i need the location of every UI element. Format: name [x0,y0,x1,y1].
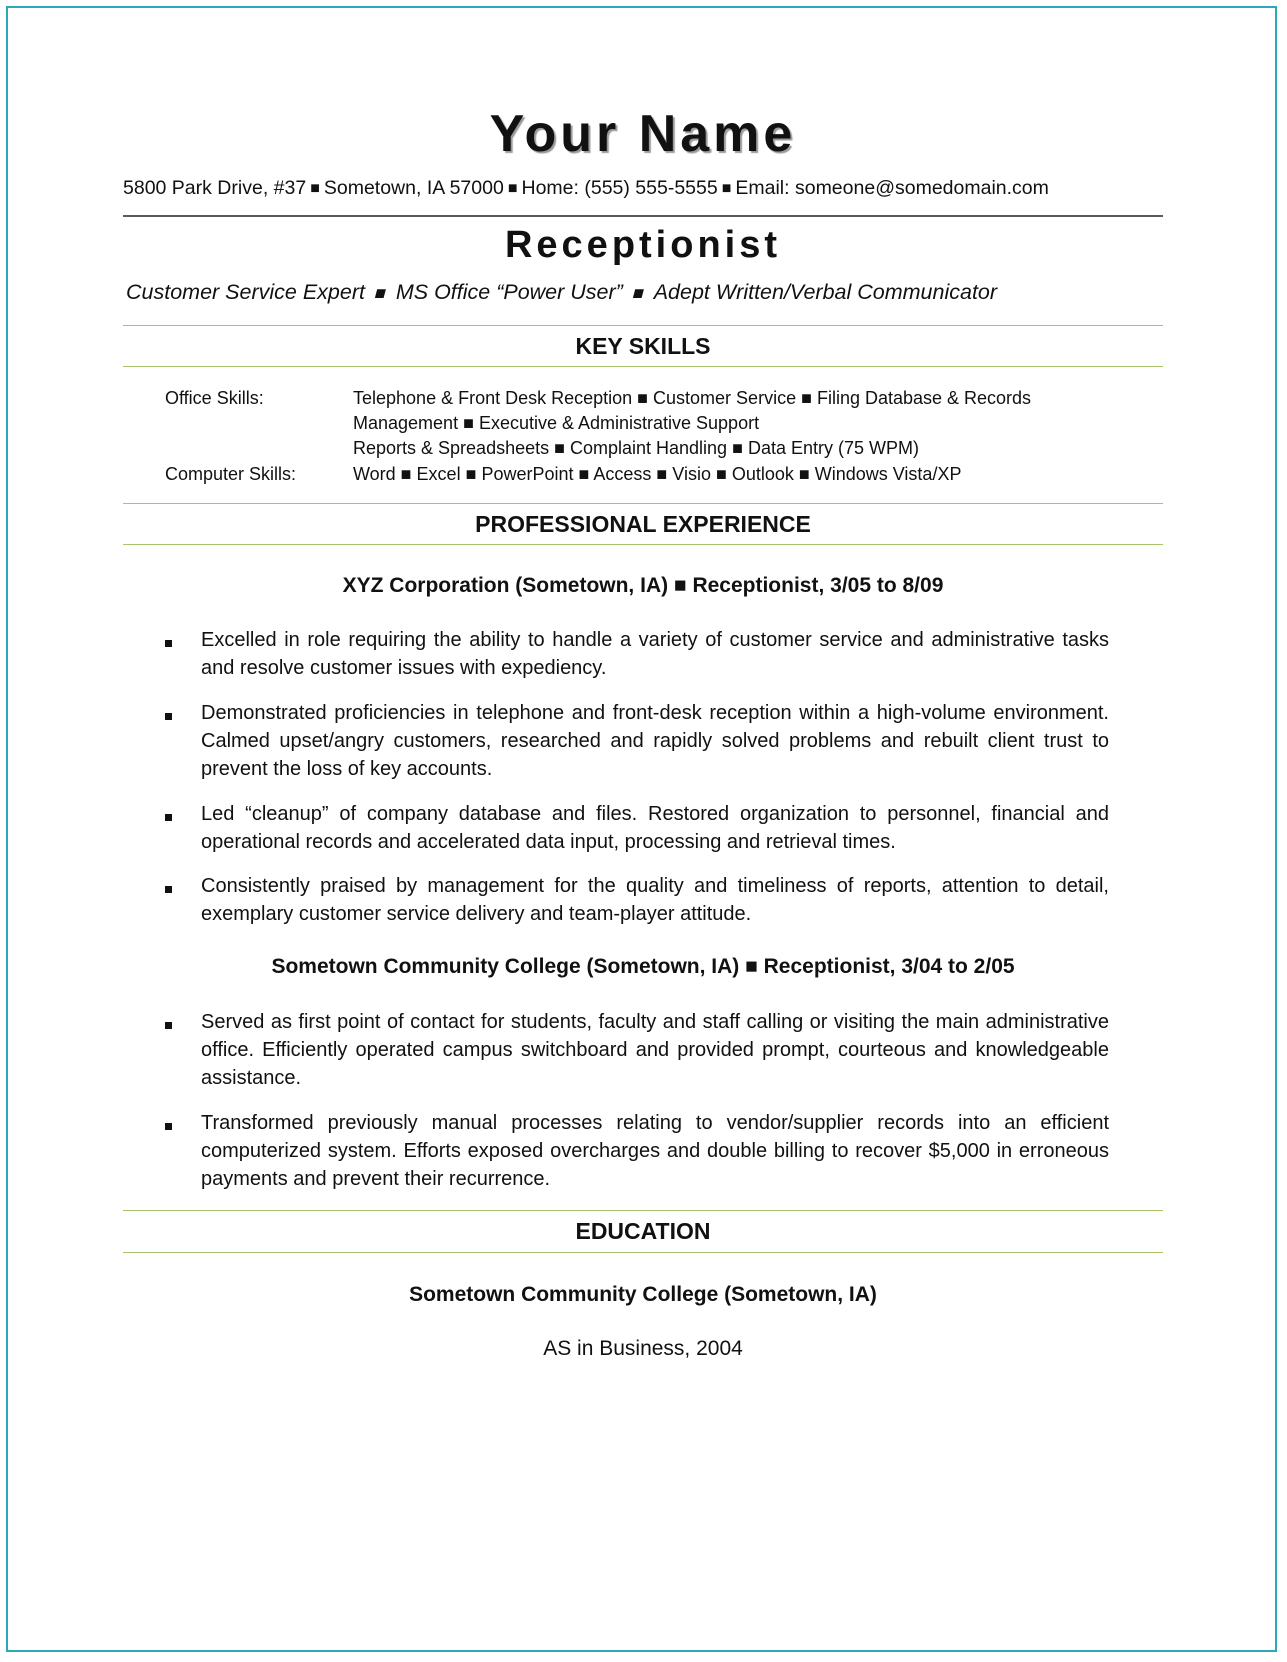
separator-square: ■ [507,180,518,197]
office-skills-label: Office Skills: [165,388,264,408]
tagline-item: MS Office “Power User” [395,280,623,304]
section-rule [123,503,1163,504]
header-rule [123,215,1163,217]
bullet-square [165,814,172,821]
separator-square: ■ [310,180,320,197]
office-skills-line: Reports & Spreadsheets ■ Complaint Handling ■ Data Entry (75 WPM) [353,438,919,458]
contact-line [123,177,1163,200]
contact-city: Sometown, IA 57000 [323,177,504,199]
tagline-item: Customer Service Expert [126,280,365,304]
key-skills-heading: KEY SKILLS [575,333,711,359]
bullet-square [165,886,172,893]
contact-email: Email: someone@somedomain.com [735,177,1049,199]
experience-bullet: Led “cleanup” of company database and files. Restored organization to personnel, financial and operational records and accelerated data input, processing and retrieval times. [201,803,1109,853]
tagline [126,280,1166,305]
contact-phone: Home: (555) 555-5555 [521,177,718,199]
tagline-item: Adept Written/Verbal Communicator [653,280,998,304]
section-rule [123,325,1163,326]
bullet-square [165,1022,172,1029]
office-skills-line: Management ■ Executive & Administrative Support [353,413,760,433]
separator-square: ■ [630,283,647,303]
section-rule [123,544,1163,545]
bullet-square [165,713,172,720]
contact-address: 5800 Park Drive, #37 [123,177,307,199]
experience-bullet: Excelled in role requiring the ability to handle a variety of customer service and administrative tasks and resolve customer issues with expediency. [201,629,1109,679]
education-school: Sometown Community College (Sometown, IA) [409,1283,877,1306]
computer-skills-label: Computer Skills: [165,464,297,484]
section-rule [123,1210,1163,1211]
candidate-name: Your Name [489,105,797,163]
section-rule [123,366,1163,367]
employer-header: Sometown Community College (Sometown, IA) ■ Receptionist, 3/04 to 2/05 [271,955,1015,978]
bullet-square [165,640,172,647]
section-rule [123,1252,1163,1253]
employer-header: XYZ Corporation (Sometown, IA) ■ Receptionist, 3/05 to 8/09 [342,574,944,597]
experience-bullet: Transformed previously manual processes relating to vendor/supplier records into an efficient computerized system. Efforts exposed overcharges and double billing to recover $5,000 in erroneous payments and prevent their recurrence. [201,1112,1109,1190]
experience-heading: PROFESSIONAL EXPERIENCE [475,511,811,537]
experience-bullet: Served as first point of contact for students, faculty and staff calling or visiting the main administrative office. Efficiently operated campus switchboard and provided prompt, courteous and knowledgeable assistance. [201,1011,1109,1089]
resume-page [123,0,1163,1662]
separator-square: ■ [721,180,732,197]
separator-square: ■ [372,283,389,303]
experience-bullet: Consistently praised by management for the quality and timeliness of reports, attention to detail, exemplary customer service delivery and team-player attitude. [201,875,1109,925]
bullet-square [165,1123,172,1130]
computer-skills-line: Word ■ Excel ■ PowerPoint ■ Access ■ Visio ■ Outlook ■ Windows Vista/XP [353,464,962,484]
job-title: Receptionist [504,224,782,266]
office-skills-line: Telephone & Front Desk Reception ■ Customer Service ■ Filing Database & Records [353,388,1032,408]
education-degree: AS in Business, 2004 [543,1337,743,1360]
education-heading: EDUCATION [575,1218,711,1244]
experience-bullet: Demonstrated proficiencies in telephone and front-desk reception within a high-volume environment. Calmed upset/angry customers, researched and rapidly solved problems and rebuilt client trust to prevent the loss of key accounts. [201,702,1109,780]
